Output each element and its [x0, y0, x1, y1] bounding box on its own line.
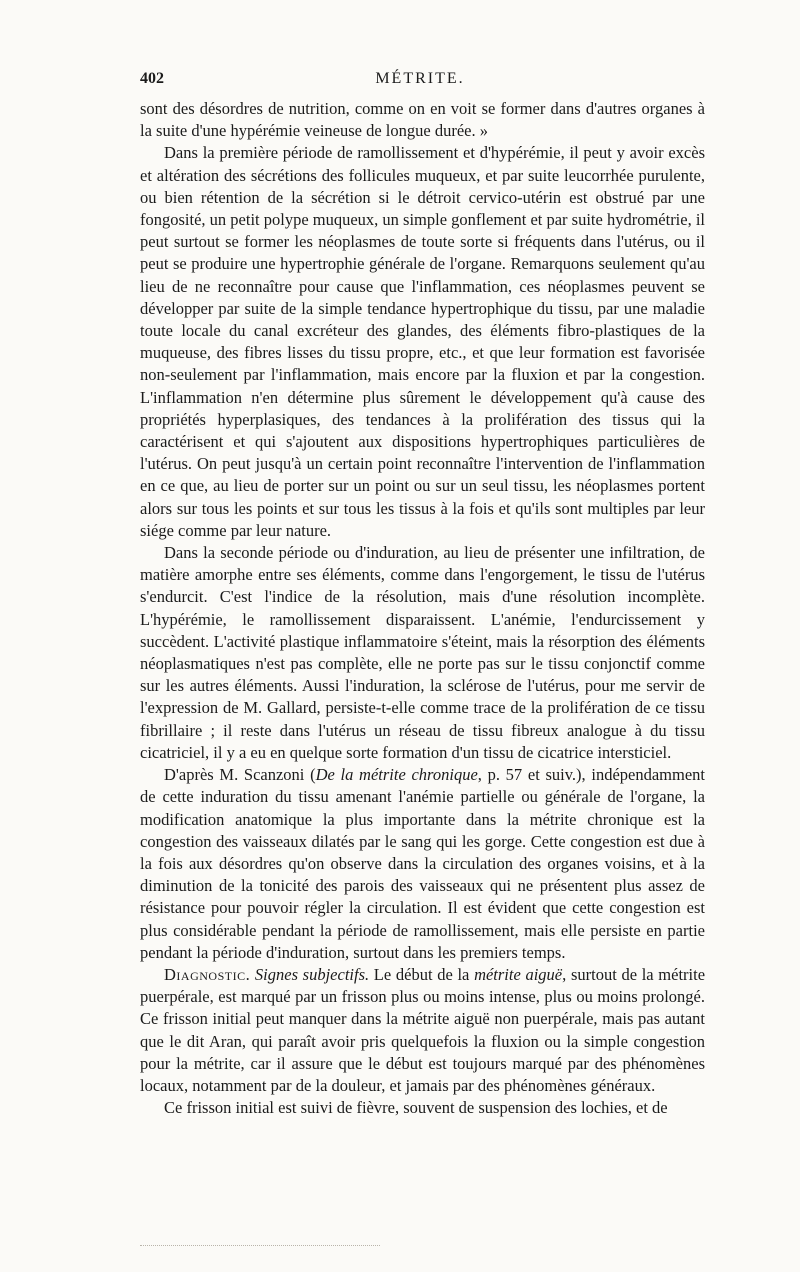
section-heading-diagnostic: Diagnostic.	[164, 964, 251, 984]
paragraph-scanzoni	[140, 764, 705, 964]
text-run: , p. 57 et suiv.), indépendamment de cette induration du tissu amenant l'anémie partielle ou générale de l'organe, la modification anatomique la plus importante dans la métrite chronique est la congestion des vaisseaux dilatés par le sang qui les gorge. Cette congestion est due à la fois aux désordres qu'on observe dans la circulation des organes voisins, et à la diminution de la tonicité des parois des vaisseaux qui ne présentent plus assez de résistance pour pouvoir régler la circulation. Il est évident que cette congestion est plus considérable pendant la période de ramollissement, mais elle persiste en partie pendant la période d'induration, surtout dans les premiers temps.	[140, 765, 705, 962]
book-title-citation: De la métrite chronique	[315, 765, 478, 785]
footer-rule	[140, 1245, 380, 1246]
text-run: D'après M. Scanzoni (	[164, 765, 316, 785]
text-run: , surtout de la métrite puerpérale, est marqué par un frisson plus ou moins intense, plus ou moins prolongé. Ce frisson initial peut manquer dans la métrite aiguë non puerpérale, mais pas autant que le dit Aran, qui paraît avoir pris quelquefois la fluxion ou la simple congestion pour la métrite, car il assure que le début est toujours marqué par des phénomènes locaux, notamment par de la douleur, et jamais par des phénomènes généraux.	[140, 964, 706, 1095]
text-run: Le début de la	[369, 964, 475, 984]
page-header	[140, 70, 700, 94]
body-text	[140, 98, 705, 1119]
page-number: 402	[140, 70, 164, 87]
paragraph-diagnostic	[140, 964, 705, 1097]
term-metrite-aigue: métrite aiguë	[474, 964, 563, 984]
paragraph-second-period: Dans la seconde période ou d'induration, au lieu de présenter une infiltration, de matière amorphe entre ses éléments, comme dans l'engorgement, le tissu de l'utérus s'endurcit. C'est l'indice de la résolution, mais d'une résolution incomplète. L'hypérémie, le ramollissement disparaissent. L'anémie, l'endurcissement y succèdent. L'activité plastique inflammatoire s'éteint, mais la résorption des éléments néoplasmatiques n'est pas complète, elle ne porte pas sur le tissu conjonctif comme sur les autres éléments. Aussi l'induration, la sclérose de l'utérus, pour me servir de l'expression de M. Gallard, persiste-t-elle comme trace de la prolifération de ce tissu fibrillaire ; il reste dans l'utérus un réseau de tissu fibreux analogue à du tissu cicatriciel, il y a eu en quelque sorte formation d'un tissu de cicatrice intersticiel.	[140, 543, 705, 762]
subheading-subjective-signs: Signes subjectifs.	[254, 964, 370, 984]
running-title: MÉTRITE.	[375, 70, 465, 87]
paragraph-frisson: Ce frisson initial est suivi de fièvre, souvent de suspension des lochies, et de	[164, 1098, 668, 1118]
paragraph-first-period: Dans la première période de ramollissement et d'hypérémie, il peut y avoir excès et altération des sécrétions des follicules muqueux, et par suite leucorrhée purulente, ou bien rétention de la sécrétion si le détroit cervico-utérin est obstrué par une fongosité, un petit polype muqueux, un simple gonflement et par suite hydrométrie, il peut surtout se former les néoplasmes de toute sorte si fréquents dans l'utérus, ou il peut se produire une hypertrophie générale de l'organe. Remarquons seulement qu'au lieu de ne reconnaître pour cause que l'inflammation, ces néoplasmes peuvent se développer par suite de la simple tendance hypertrophique du tissu, par une maladie toute locale du canal excréteur des glandes, des éléments fibro-plastiques de la muqueuse, des fibres lisses du tissu propre, etc., et que leur formation est favorisée non-seulement par l'inflammation, mais encore par la fluxion et par la congestion. L'inflammation n'en détermine plus sûrement le développement qu'à cause des propriétés hyperplasiques, des tendances à la prolifération des tissus qui la caractérisent et qui s'ajoutent aux dispositions hypertrophiques particulières de l'utérus. On peut jusqu'à un certain point reconnaître l'intervention de l'inflammation en ce que, au lieu de porter sur un point ou sur un seul tissu, les néoplasmes portent alors sur tous les points et sur tous les tissus à la fois et qu'ils sont multiples par leur siége comme par leur nature.	[140, 143, 706, 540]
paragraph-continuation: sont des désordres de nutrition, comme on en voit se former dans d'autres organes à la suite d'une hypérémie veineuse de longue durée. »	[140, 99, 705, 141]
